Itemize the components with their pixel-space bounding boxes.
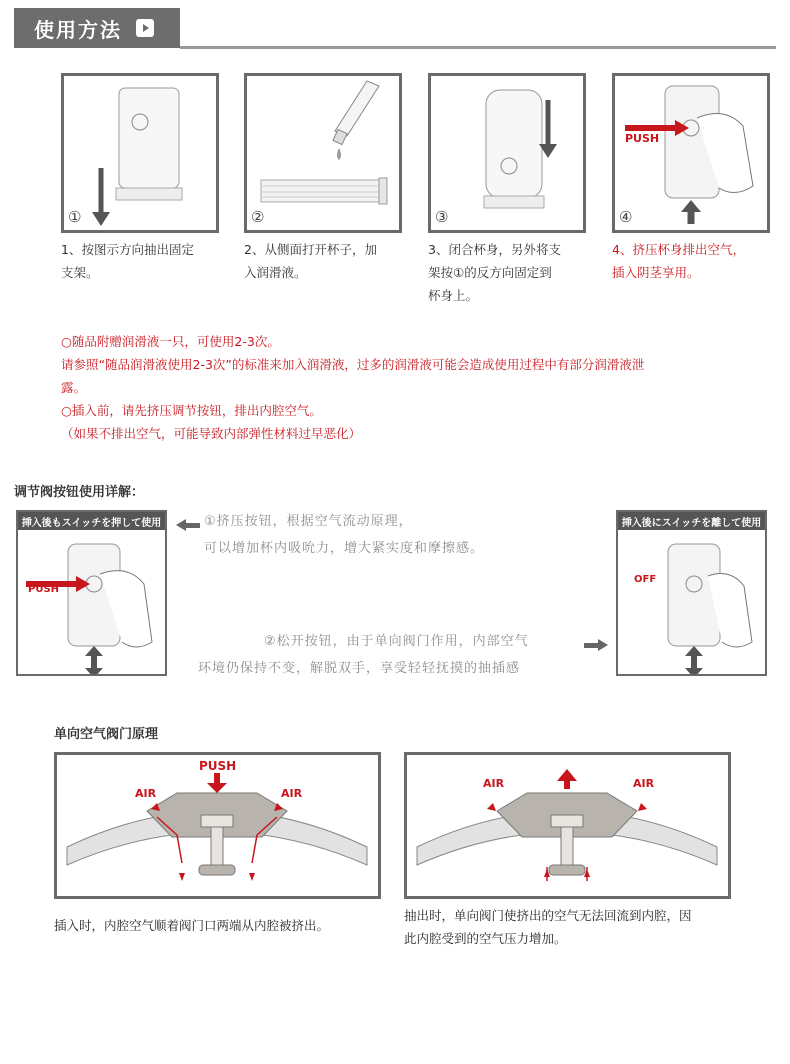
usage-notes xyxy=(61,330,776,445)
valve-text-2-line: 环境仍保持不变，解脱双手，享受轻轻抚摸的抽插感 xyxy=(198,661,521,676)
oneway-right-air-label: AIR xyxy=(483,777,505,790)
step-1-text-line: 1、按图示方向抽出固定 xyxy=(61,242,194,257)
valve-right-drawing xyxy=(618,530,765,674)
valve-left-push-label: PUSH xyxy=(28,584,60,595)
oneway-left-caption: 插入时，内腔空气顺着阀门口两端从内腔被挤出。 xyxy=(54,918,330,933)
step-4-push-label: PUSH xyxy=(625,132,660,145)
valve-left-panel xyxy=(16,510,167,676)
step-1-number: ① xyxy=(68,208,82,226)
step-2-illustration xyxy=(244,73,402,233)
oneway-right-caption xyxy=(404,904,744,950)
oneway-left-air-label: AIR xyxy=(281,787,303,800)
valve-section-title: 调节阀按钮使用详解： xyxy=(14,485,145,500)
oneway-right-air-label: AIR xyxy=(633,777,655,790)
step-2-drawing xyxy=(247,76,399,230)
step-4-text xyxy=(612,238,782,284)
oneway-left-push-label: PUSH xyxy=(199,759,237,773)
step-4-number: ④ xyxy=(619,208,633,226)
step-4-text-line: 插入阴茎享用。 xyxy=(612,265,700,280)
note-line: 露。 xyxy=(61,380,87,395)
oneway-section-title: 单向空气阀门原理 xyxy=(54,727,159,742)
arrow-right-icon xyxy=(584,636,608,655)
step-4-drawing xyxy=(615,76,767,230)
oneway-left-air-label: AIR xyxy=(135,787,157,800)
step-3-text-line: 架按①的反方向固定到 xyxy=(428,265,552,280)
valve-text-2-line: ②松开按钮，由于单向阀门作用，内部空气 xyxy=(264,634,529,649)
step-2-text-line: 2、从侧面打开杯子，加 xyxy=(244,242,377,257)
oneway-right-caption-line: 抽出时，单向阀门使挤出的空气无法回流到内腔，因 xyxy=(404,908,692,923)
step-1-text-line: 支架。 xyxy=(61,265,99,280)
note-line: （如果不排出空气，可能导致内部弹性材料过早恶化） xyxy=(61,426,362,441)
step-3-text xyxy=(428,238,598,307)
step-2-text-line: 入润滑液。 xyxy=(244,265,307,280)
step-4-illustration xyxy=(612,73,770,233)
step-2-text xyxy=(244,238,414,284)
valve-right-label: 挿入後にスイッチを離して使用 xyxy=(618,512,765,530)
valve-right-panel xyxy=(616,510,767,676)
valve-text-1 xyxy=(204,508,484,562)
oneway-right-caption-line: 此内腔受到的空气压力增加。 xyxy=(404,931,567,946)
header-divider xyxy=(180,46,776,49)
step-3-text-line: 3、闭合杯身，另外将支 xyxy=(428,242,561,257)
oneway-left-diagram xyxy=(54,752,381,899)
arrow-left-icon xyxy=(176,516,200,535)
valve-text-1-line: ①挤压按钮，根据空气流动原理， xyxy=(204,514,413,529)
valve-text-2 xyxy=(198,628,529,682)
step-4-text-line: 4、挤压杯身排出空气， xyxy=(612,242,745,257)
section-header-title: 使用方法 xyxy=(34,17,122,42)
section-header xyxy=(14,8,180,48)
valve-text-1-line: 可以增加杯内吸吮力，增大紧实度和摩擦感。 xyxy=(204,541,485,556)
step-1-drawing xyxy=(64,76,216,230)
valve-right-off-label: OFF xyxy=(634,574,657,585)
oneway-right-drawing xyxy=(407,755,728,896)
step-3-illustration xyxy=(428,73,586,233)
valve-left-label: 挿入後もスイッチを押して使用 xyxy=(18,512,165,530)
step-3-number: ③ xyxy=(435,208,449,226)
step-1-illustration xyxy=(61,73,219,233)
note-line: ○插入前，请先挤压调节按钮，排出内腔空气。 xyxy=(61,403,322,418)
note-line: ○随品附赠润滑液一只，可使用2-3次。 xyxy=(61,334,280,349)
valve-left-drawing xyxy=(18,530,165,674)
oneway-left-drawing xyxy=(57,755,378,896)
step-2-number: ② xyxy=(251,208,265,226)
step-1-text xyxy=(61,238,231,284)
step-3-text-line: 杯身上。 xyxy=(428,288,479,303)
note-line: 请参照“随品润滑液使用2-3次”的标准来加入润滑液，过多的润滑液可能会造成使用过程中有部分润滑液泄 xyxy=(61,357,645,372)
oneway-right-diagram xyxy=(404,752,731,899)
play-icon xyxy=(136,19,154,37)
step-3-drawing xyxy=(431,76,583,230)
